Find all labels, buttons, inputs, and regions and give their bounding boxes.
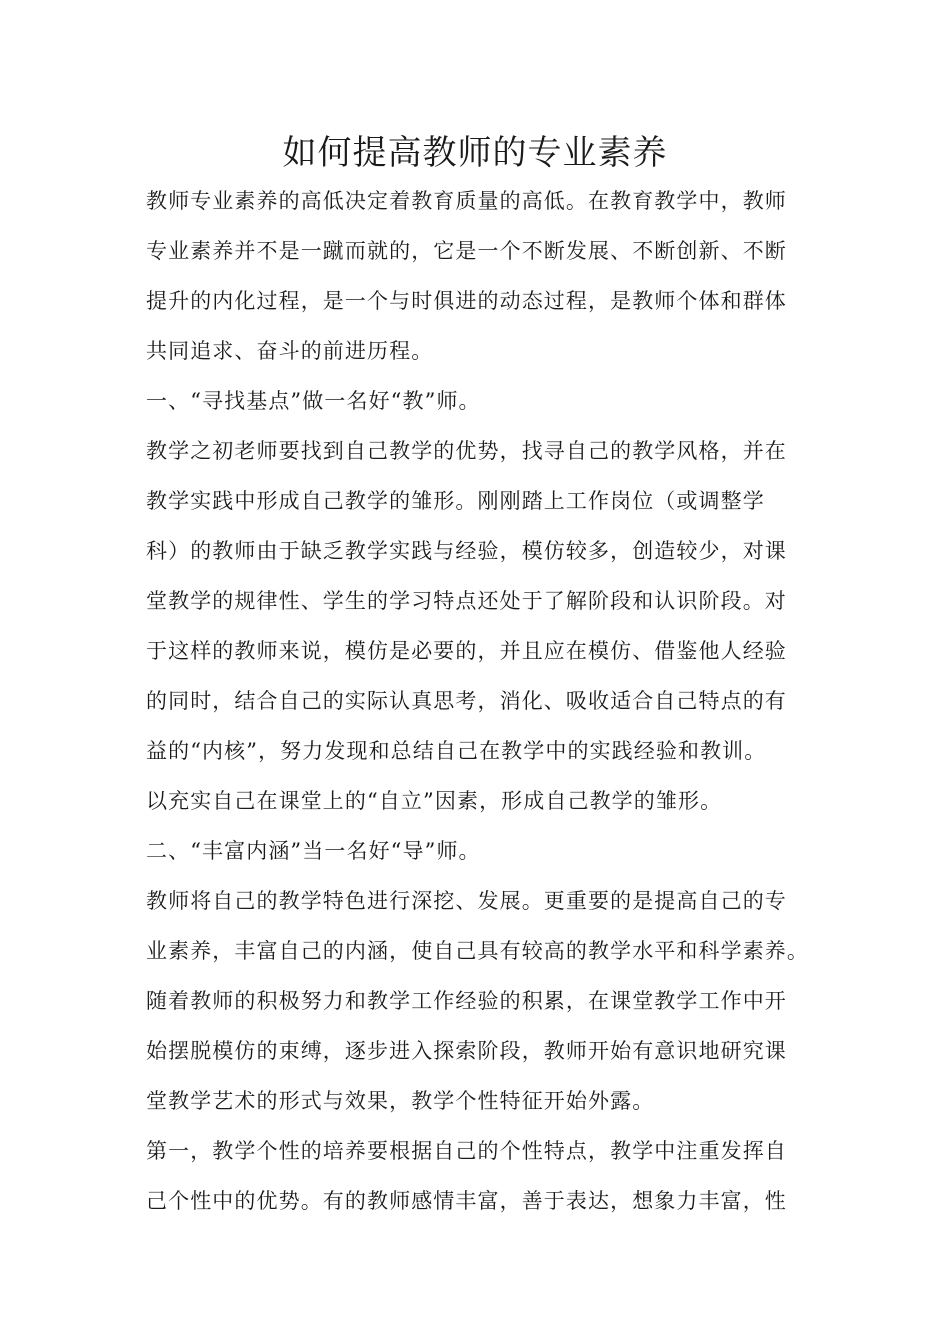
section-heading-2: 二、“丰富内涵”当一名好“导”师。 (146, 839, 481, 863)
document-body (146, 176, 826, 1226)
text-line: 专业素养并不是一蹴而就的，它是一个不断发展、不断创新、不断 (146, 239, 787, 263)
text-line: 于这样的教师来说，模仿是必要的，并且应在模仿、借鉴他人经验 (146, 639, 787, 663)
text-line: 己个性中的优势。有的教师感情丰富，善于表达，想象力丰富，性 (146, 1189, 787, 1213)
text-line: 科）的教师由于缺乏教学实践与经验，模仿较多，创造较少，对课 (146, 539, 787, 563)
text-line: 教学之初老师要找到自己教学的优势，找寻自己的教学风格，并在 (146, 439, 787, 463)
text-line: 教师专业素养的高低决定着教育质量的高低。在教育教学中，教师 (146, 189, 787, 213)
text-line: 业素养，丰富自己的内涵，使自己具有较高的教学水平和科学素养。 (146, 939, 809, 963)
text-line: 随着教师的积极努力和教学工作经验的积累，在课堂教学工作中开 (146, 989, 787, 1013)
text-line: 教师将自己的教学特色进行深挖、发展。更重要的是提高自己的专 (146, 889, 787, 913)
text-line: 堂教学的规律性、学生的学习特点还处于了解阶段和认识阶段。对 (146, 589, 787, 613)
text-line: 共同追求、奋斗的前进历程。 (146, 339, 434, 363)
text-line: 益的“内核”，努力发现和总结自己在教学中的实践经验和教训。 (146, 739, 767, 763)
text-line: 始摆脱模仿的束缚，逐步进入探索阶段，教师开始有意识地研究课 (146, 1039, 787, 1063)
text-line: 以充实自己在课堂上的“自立”因素，形成自己教学的雏形。 (146, 789, 723, 813)
text-line: 提升的内化过程，是一个与时俱进的动态过程，是教师个体和群体 (146, 289, 787, 313)
text-line: 堂教学艺术的形式与效果，教学个性特征开始外露。 (146, 1089, 655, 1113)
text-line: 的同时，结合自己的实际认真思考，消化、吸收适合自己特点的有 (146, 689, 787, 713)
text-line: 第一，教学个性的培养要根据自己的个性特点，教学中注重发挥自 (146, 1139, 787, 1163)
text-line: 教学实践中形成自己教学的雏形。刚刚踏上工作岗位（或调整学 (146, 489, 765, 513)
section-heading-1: 一、“寻找基点”做一名好“教”师。 (146, 389, 481, 413)
document-title: 如何提高教师的专业素养 (282, 133, 668, 173)
